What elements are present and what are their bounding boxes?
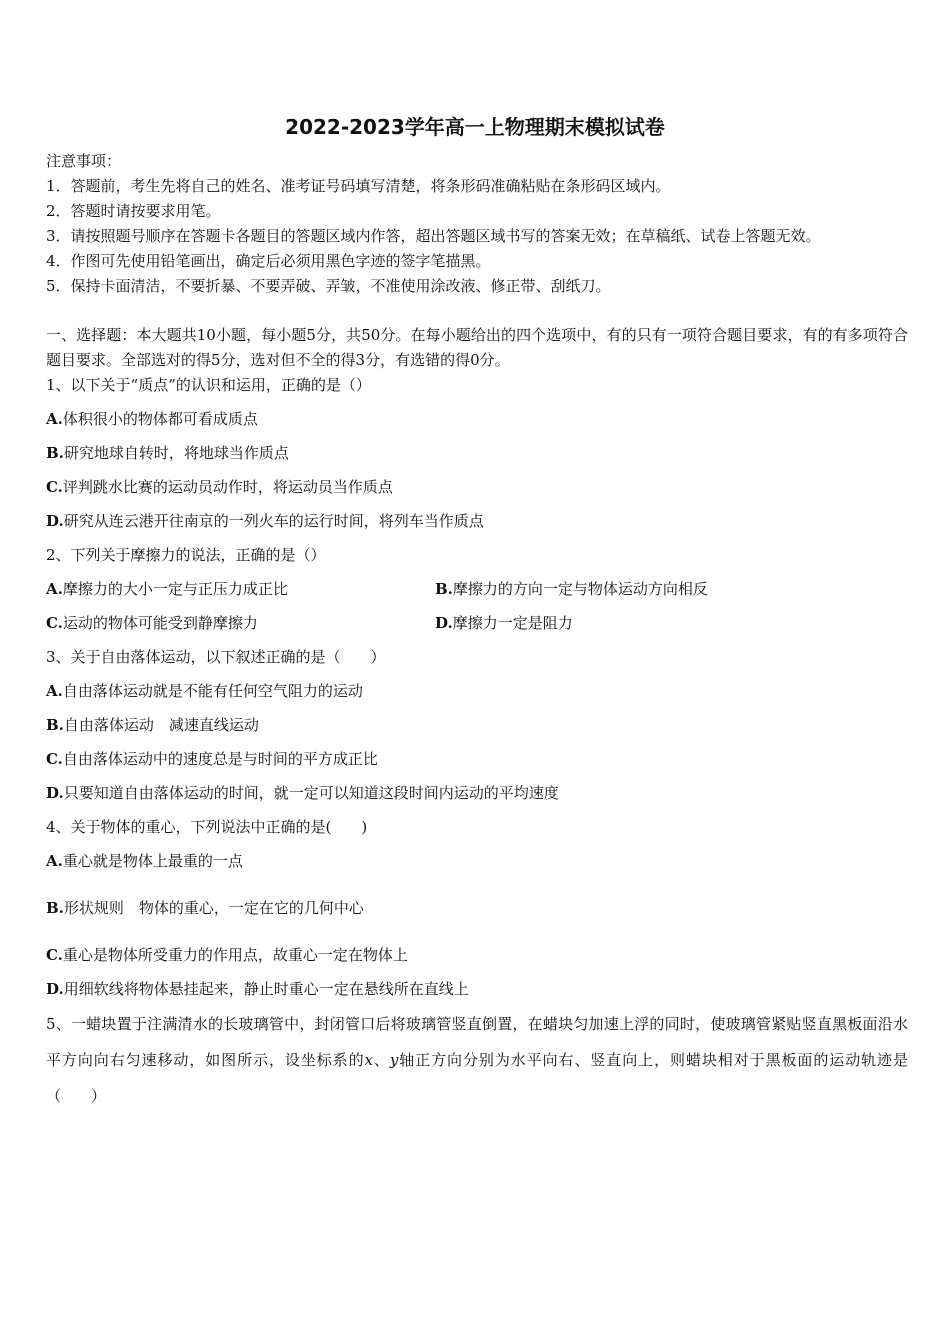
option-letter: D. — [46, 980, 64, 998]
notice-item: 3．请按照题号顺序在答题卡各题目的答题区域内作答，超出答题区域书写的答案无效；在草稿纸、试卷上答题无效。 — [46, 227, 821, 245]
option-text: 研究从连云港开往南京的一列火车的运行时间，将列车当作质点 — [63, 512, 484, 530]
variable-y: y — [389, 1051, 399, 1069]
option-letter: B. — [46, 444, 64, 462]
option-text: 摩擦力的大小一定与正压力成正比 — [62, 580, 288, 598]
question-stem-text: 5、一蜡块置于注满清水的长玻璃管中，封闭管口后将玻璃管竖直倒置，在蜡块匀加速上浮的同时，使玻璃管紧贴竖直黑板面沿水平方向向右匀速移动，如图所示，设坐标系的 — [46, 1015, 908, 1069]
option-text: 评判跳水比赛的运动员动作时，将运动员当作质点 — [62, 478, 393, 496]
option-letter: C. — [46, 614, 63, 632]
option-text: 研究地球自转时，将地球当作质点 — [63, 444, 289, 462]
option-letter: D. — [46, 512, 64, 530]
option-text: 自由落体运动中的速度总是与时间的平方成正比 — [62, 750, 378, 768]
option-letter: B. — [46, 716, 64, 734]
notice-heading: 注意事项： — [46, 152, 122, 170]
exam-title: 2022-2023学年高一上物理期末模拟试卷 — [285, 115, 665, 139]
option-text: 自由落体运动 减速直线运动 — [63, 716, 259, 734]
question-stem — [46, 1006, 908, 1114]
option-letter: A. — [46, 580, 63, 598]
option-b[interactable] — [46, 898, 364, 918]
separator: 、 — [373, 1051, 390, 1069]
option-c[interactable] — [46, 749, 378, 769]
notice-item: 2．答题时请按要求用笔。 — [46, 202, 221, 220]
option-text: 摩擦力一定是阻力 — [452, 614, 573, 632]
option-letter: C. — [46, 478, 63, 496]
option-letter: A. — [46, 682, 63, 700]
option-c[interactable] — [46, 613, 258, 633]
option-d[interactable] — [46, 979, 469, 999]
option-letter: D. — [435, 614, 453, 632]
question-stem: 2、下列关于摩擦力的说法，正确的是（） — [46, 546, 326, 564]
option-d[interactable] — [46, 783, 559, 803]
option-text: 体积很小的物体都可看成质点 — [62, 410, 258, 428]
option-c[interactable] — [46, 477, 393, 497]
option-b[interactable] — [435, 579, 708, 599]
option-text: 运动的物体可能受到静摩擦力 — [62, 614, 258, 632]
question-stem: 1、以下关于“质点”的认识和运用，正确的是（） — [46, 376, 371, 394]
option-a[interactable] — [46, 579, 288, 599]
option-text: 只要知道自由落体运动的时间，就一定可以知道这段时间内运动的平均速度 — [63, 784, 559, 802]
section-intro: 一、选择题：本大题共10小题，每小题5分，共50分。在每小题给出的四个选项中，有的只有一项符合题目要求，有的有多项符合题目要求。全部选对的得5分，选对但不全的得3分，有选错的得0分。 — [46, 326, 908, 369]
option-letter: A. — [46, 410, 63, 428]
option-d[interactable] — [46, 511, 484, 531]
option-b[interactable] — [46, 715, 259, 735]
option-d[interactable] — [435, 613, 573, 633]
question-stem: 4、关于物体的重心，下列说法中正确的是( ) — [46, 818, 368, 836]
option-text: 用细软线将物体悬挂起来，静止时重心一定在悬线所在直线上 — [63, 980, 469, 998]
notice-item: 4．作图可先使用铅笔画出，确定后必须用黑色字迹的签字笔描黑。 — [46, 252, 491, 270]
option-a[interactable] — [46, 409, 258, 429]
option-letter: B. — [435, 580, 453, 598]
option-text: 自由落体运动就是不能有任何空气阻力的运动 — [62, 682, 363, 700]
option-b[interactable] — [46, 443, 289, 463]
option-c[interactable] — [46, 945, 408, 965]
option-a[interactable] — [46, 681, 363, 701]
question-stem-text: 轴正方向分别为水平向右、竖直向上，则蜡块相对于黑板面的运动轨迹是（ ） — [46, 1051, 908, 1105]
option-a[interactable] — [46, 851, 243, 871]
option-text: 摩擦力的方向一定与物体运动方向相反 — [452, 580, 708, 598]
option-letter: C. — [46, 946, 63, 964]
option-text: 重心就是物体上最重的一点 — [62, 852, 243, 870]
option-letter: C. — [46, 750, 63, 768]
option-letter: D. — [46, 784, 64, 802]
question-stem: 3、关于自由落体运动，以下叙述正确的是（ ） — [46, 648, 386, 666]
notice-item: 5．保持卡面清洁，不要折暴、不要弄破、弄皱，不准使用涂改液、修正带、刮纸刀。 — [46, 277, 611, 295]
option-text: 形状规则 物体的重心，一定在它的几何中心 — [63, 899, 364, 917]
variable-x: x — [364, 1051, 373, 1069]
option-letter: A. — [46, 852, 63, 870]
notice-item: 1．答题前，考生先将自己的姓名、准考证号码填写清楚，将条形码准确粘贴在条形码区域内。 — [46, 177, 671, 195]
option-text: 重心是物体所受重力的作用点，故重心一定在物体上 — [62, 946, 408, 964]
option-letter: B. — [46, 899, 64, 917]
